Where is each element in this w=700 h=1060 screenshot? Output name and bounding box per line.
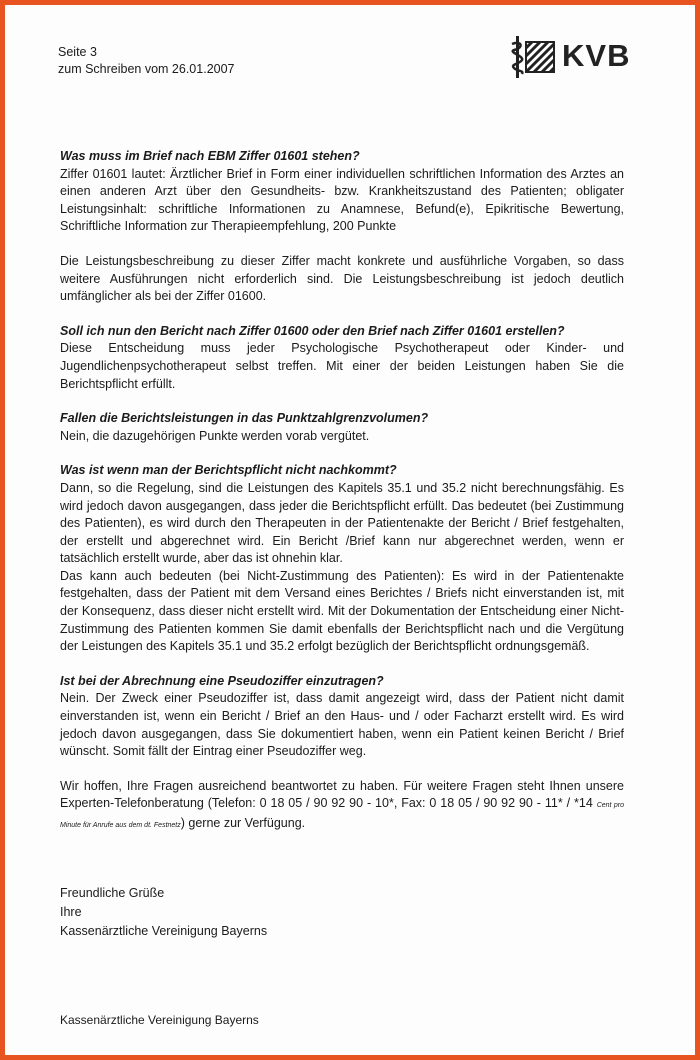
section-paragraph: Nein. Der Zweck einer Pseudoziffer ist, dass damit angezeigt wird, dass der Patient nicht damit einverstanden ist, wenn ein Bericht / Brief an den Haus- und / oder Facharzt erstellt wird. Es wird jedoch davon ausgegangen, dass Sie dokumentiert haben, wenn ein Patient keinen Bericht / Brief wünscht. Somit fällt der Eintrag einer Pseudoziffer weg. — [60, 691, 624, 759]
section-paragraph: Nein, die dazugehörigen Punkte werden vorab vergütet. — [60, 428, 370, 443]
section-question: Was muss im Brief nach EBM Ziffer 01601 stehen? — [60, 149, 360, 163]
faq-section — [60, 148, 624, 306]
section-paragraph: Diese Entscheidung muss jeder Psychologische Psychotherapeut oder Kinder- und Jugendlichenpsychotherapeut selbst treffen. Mit einer der beiden Leistungen haben Sie die Berichtspflicht erfüllt. — [60, 341, 624, 391]
section-paragraph: Dann, so die Regelung, sind die Leistungen des Kapitels 35.1 und 35.2 nicht berechnungsfähig. Es wird jedoch davon ausgegangen, dass jeder die Berichtspflicht erfüllt. Das bedeutet (bei Zustimmung des Patienten), es wird durch den Therapeuten in der Patientenakte der Bericht / Brief festgehalten, der erstellt und abgerechnet wird. Ein Bericht /Brief kann nur abgerechnet werden, wenn er tatsächlich erstellt wurde, aber das ist ohnehin klar. — [60, 480, 624, 566]
letter-reference: zum Schreiben vom 26.01.2007 — [58, 62, 235, 76]
kvb-logo — [510, 34, 660, 80]
logo-text: KVB — [562, 38, 631, 73]
faq-section — [60, 410, 624, 445]
page-footer: Kassenärztliche Vereinigung Bayerns — [60, 1013, 259, 1027]
signature-org: Kassenärztliche Vereinigung Bayerns — [60, 924, 268, 938]
letter-page — [10, 10, 690, 1050]
letter-body — [60, 148, 624, 835]
closing-paragraph — [60, 778, 624, 835]
staff-of-aesculapius-icon — [510, 34, 558, 80]
section-paragraph: Ziffer 01601 lautet: Ärztlicher Brief in Form einer individuellen schriftlichen Information des Arztes an einen anderen Arzt über den Gesundheits- bzw. Krankheitszustand des Patienten; obligater Leistungsinhalt: schriftliche Informationen zu Anamnese, Befund(e), Epikritische Bewertung, Schriftliche Information zur Therapieempfehlung, 200 Punkte — [60, 166, 624, 234]
page-number: Seite 3 — [58, 45, 97, 59]
letter-header — [58, 44, 235, 78]
signature-yours: Ihre — [60, 905, 82, 919]
section-question: Was ist wenn man der Berichtspflicht nicht nachkommt? — [60, 463, 397, 478]
section-paragraph: Die Leistungsbeschreibung zu dieser Ziffer macht konkrete und ausführliche Vorgaben, so dass weitere Ausführungen nicht erforderlich sind. Die Leistungsbeschreibung ist jedoch deutlich umfänglicher als bei der Ziffer 01600. — [60, 253, 624, 304]
closing-end: ) gerne zur Verfügung. — [180, 816, 306, 830]
greeting: Freundliche Grüße — [60, 886, 165, 900]
closing-footnote: Cent pro Minute für Anrufe aus dem dt. Festnetz — [60, 802, 624, 829]
section-question: Soll ich nun den Bericht nach Ziffer 01600 oder den Brief nach Ziffer 01601 erstellen? — [60, 323, 565, 338]
signature-block — [60, 884, 267, 941]
faq-section — [60, 673, 624, 761]
section-question: Ist bei der Abrechnung eine Pseudoziffer einzutragen? — [60, 673, 384, 688]
faq-section — [60, 323, 624, 393]
closing-text: Wir hoffen, Ihre Fragen ausreichend beantwortet zu haben. Für weitere Fragen steht Ihnen unsere Experten-Telefonberatung (Telefon: 0 18 05 / 90 92 90 - 10*, Fax: 0 18 05 / 90 92 90 - 11* / *14 — [60, 778, 624, 811]
faq-section — [60, 462, 624, 656]
section-paragraph: Das kann auch bedeuten (bei Nicht-Zustimmung des Patienten): Es wird in der Patientenakte festgehalten, dass der Patient mit dem Versand eines Berichtes / Briefs nicht einverstanden ist, mit der Konsequenz, dass dieser nicht erstellt wird. Mit der Dokumentation der Entscheidung einer Nicht-Zustimmung des Patienten kommen Sie damit ebenfalls der Berichtspflicht nach und die Vergütung der Leistungen des Kapitels 35.1 und 35.2 erfolgt bezüglich der Berichtspflicht ordnungsgemäß. — [60, 568, 624, 654]
section-question: Fallen die Berichtsleistungen in das Punktzahlgrenzvolumen? — [60, 411, 429, 426]
